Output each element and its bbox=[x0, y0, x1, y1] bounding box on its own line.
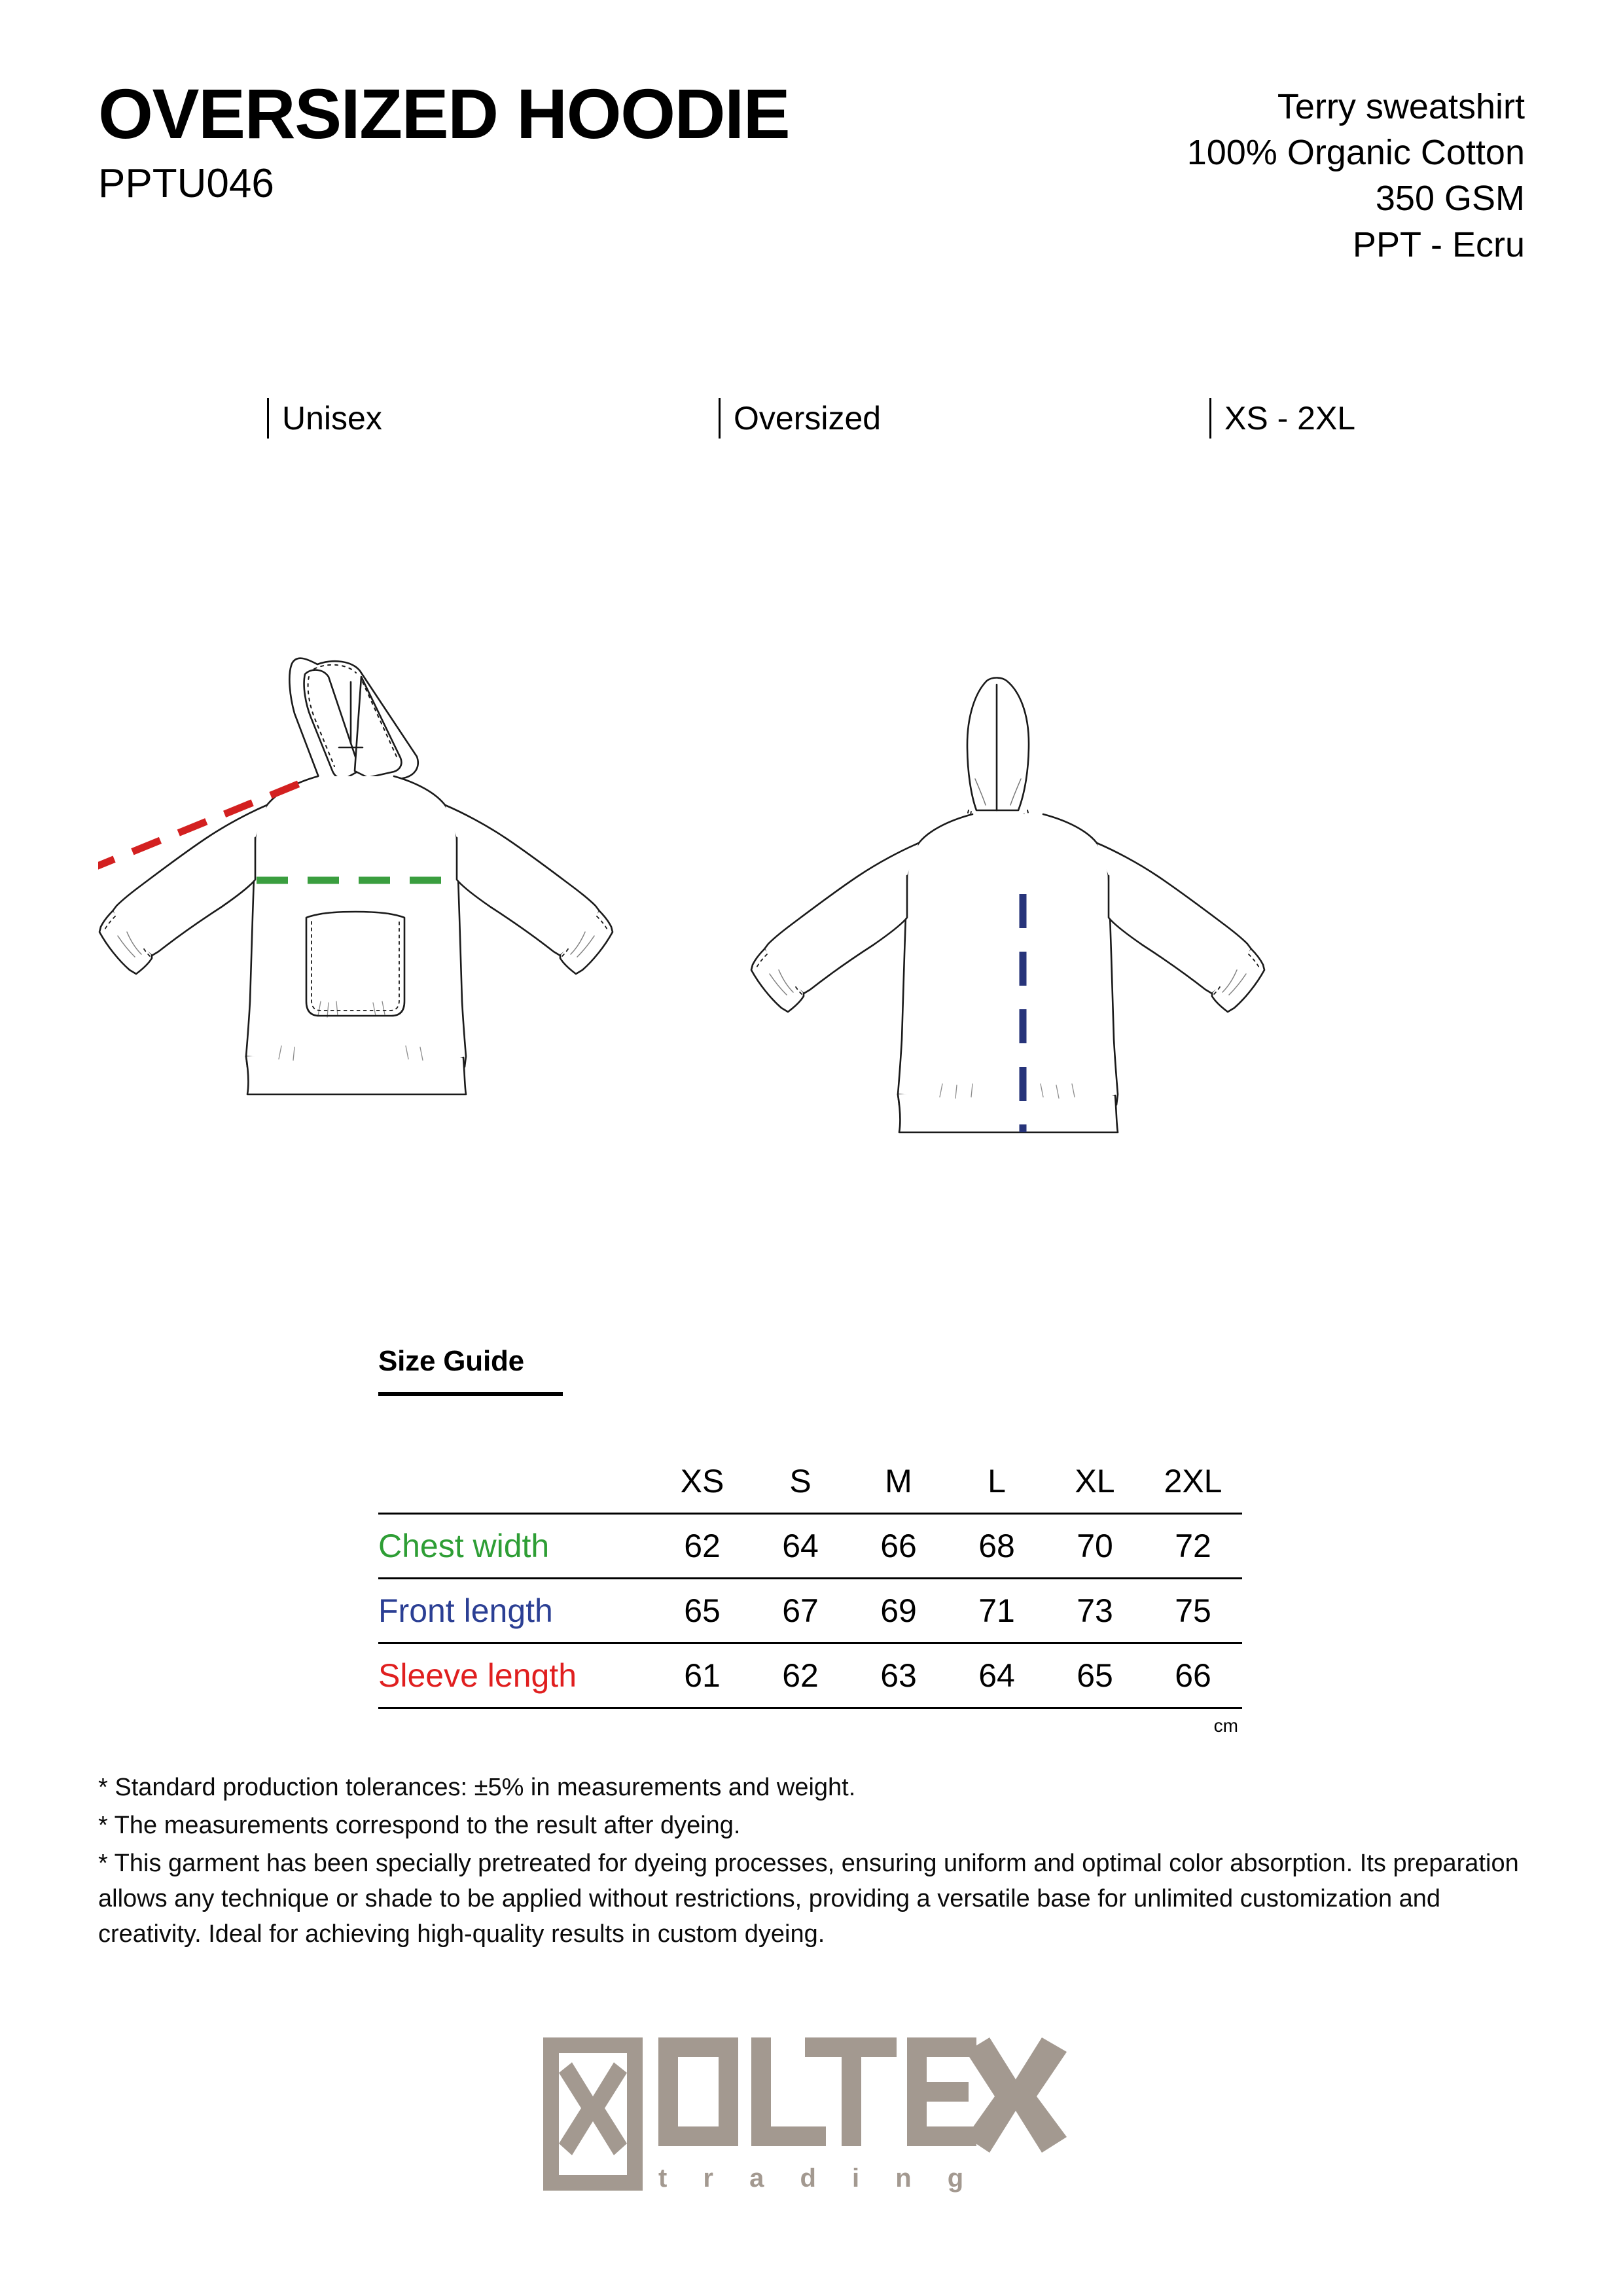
size-guide-underline bbox=[378, 1392, 563, 1396]
footnote-after-dyeing: * The measurements correspond to the result after dyeing. bbox=[98, 1811, 741, 1839]
attribute-size-range-label: XS - 2XL bbox=[1224, 400, 1356, 437]
attribute-gender bbox=[267, 398, 719, 439]
size-table-unit: cm bbox=[1213, 1715, 1238, 1736]
vertical-bar-icon bbox=[267, 398, 269, 439]
sleeve-length-xl: 65 bbox=[1077, 1657, 1113, 1694]
technical-drawings bbox=[98, 609, 1525, 1217]
front-length-l: 71 bbox=[978, 1592, 1015, 1629]
header-size-s: S bbox=[789, 1463, 812, 1499]
attribute-size-range bbox=[1209, 398, 1432, 439]
chest-width-2xl: 72 bbox=[1175, 1528, 1211, 1564]
attribute-fit-label: Oversized bbox=[734, 400, 882, 437]
chest-width-xs: 62 bbox=[684, 1528, 721, 1564]
attribute-row bbox=[267, 398, 1432, 439]
hoodie-flat-sketches bbox=[98, 609, 1525, 1217]
spec-composition: 100% Organic Cotton bbox=[1186, 133, 1525, 173]
page-header bbox=[98, 74, 1525, 268]
front-length-s: 67 bbox=[782, 1592, 819, 1629]
footnote-tolerances: * Standard production tolerances: ±5% in measurements and weight. bbox=[98, 1774, 856, 1801]
vertical-bar-icon bbox=[1209, 398, 1211, 439]
size-table-header-row bbox=[378, 1450, 1242, 1514]
footnote-pretreatment: * This garment has been specially pretreated for dyeing processes, ensuring uniform and optimal color absorption. Its preparation allows any technique or shade to be applied without restrictions, providing a versatile base for unlimited customization and creativity. Ideal for achieving high-quality results in custom dyeing. bbox=[98, 1849, 1519, 1948]
header-size-xs: XS bbox=[680, 1463, 724, 1499]
chest-width-m: 66 bbox=[880, 1528, 917, 1564]
header-size-xl: XL bbox=[1075, 1463, 1115, 1499]
sleeve-length-m: 63 bbox=[880, 1657, 917, 1694]
page-title: OVERSIZED HOODIE bbox=[98, 74, 790, 153]
hoodie-front-technical-drawing bbox=[99, 658, 613, 1094]
chest-width-xl: 70 bbox=[1077, 1528, 1113, 1564]
logo-tagline: t r a d i n g bbox=[658, 2164, 978, 2193]
chest-width-s: 64 bbox=[782, 1528, 819, 1564]
vertical-bar-icon bbox=[719, 398, 721, 439]
product-code: PPTU046 bbox=[98, 161, 274, 206]
sleeve-length-s: 62 bbox=[782, 1657, 819, 1694]
header-size-2xl: 2XL bbox=[1164, 1463, 1222, 1499]
header-left-block bbox=[98, 74, 790, 206]
size-guide-section bbox=[378, 1345, 1249, 1736]
hoodie-back-technical-drawing bbox=[751, 678, 1264, 1133]
table-row bbox=[378, 1514, 1242, 1579]
front-length-2xl: 75 bbox=[1175, 1592, 1211, 1629]
table-row bbox=[378, 1579, 1242, 1643]
spec-weight: 350 GSM bbox=[1375, 179, 1525, 219]
chest-width-l: 68 bbox=[978, 1528, 1015, 1564]
spec-color: PPT - Ecru bbox=[1352, 224, 1525, 264]
size-table-head bbox=[378, 1450, 1242, 1514]
size-guide-table bbox=[378, 1450, 1242, 1709]
oltex-trading-logo bbox=[543, 2032, 1080, 2196]
row-label-front-length: Front length bbox=[378, 1592, 553, 1629]
product-spec-block bbox=[1187, 79, 1525, 268]
attribute-gender-label: Unisex bbox=[282, 400, 382, 437]
header-measurement bbox=[378, 1450, 653, 1514]
row-label-sleeve-length: Sleeve length bbox=[378, 1657, 577, 1694]
brand-logo bbox=[0, 2032, 1623, 2196]
logo-letter-o bbox=[658, 2037, 738, 2146]
size-guide-heading: Size Guide bbox=[378, 1345, 524, 1377]
x-in-box-icon bbox=[543, 2037, 643, 2191]
header-size-l: L bbox=[988, 1463, 1006, 1499]
table-row bbox=[378, 1643, 1242, 1708]
front-length-m: 69 bbox=[880, 1592, 917, 1629]
logo-letter-e bbox=[907, 2037, 976, 2146]
front-length-xs: 65 bbox=[684, 1592, 721, 1629]
spec-fabric: Terry sweatshirt bbox=[1277, 87, 1525, 126]
logo-letter-x bbox=[966, 2037, 1067, 2153]
sleeve-length-l: 64 bbox=[978, 1657, 1015, 1694]
attribute-fit bbox=[719, 398, 1209, 439]
row-label-chest-width: Chest width bbox=[378, 1528, 550, 1564]
sleeve-length-2xl: 66 bbox=[1175, 1657, 1211, 1694]
front-length-xl: 73 bbox=[1077, 1592, 1113, 1629]
size-table-body bbox=[378, 1514, 1242, 1708]
sleeve-length-xs: 61 bbox=[684, 1657, 721, 1694]
header-size-m: M bbox=[885, 1463, 912, 1499]
footnotes-block bbox=[98, 1770, 1531, 1955]
